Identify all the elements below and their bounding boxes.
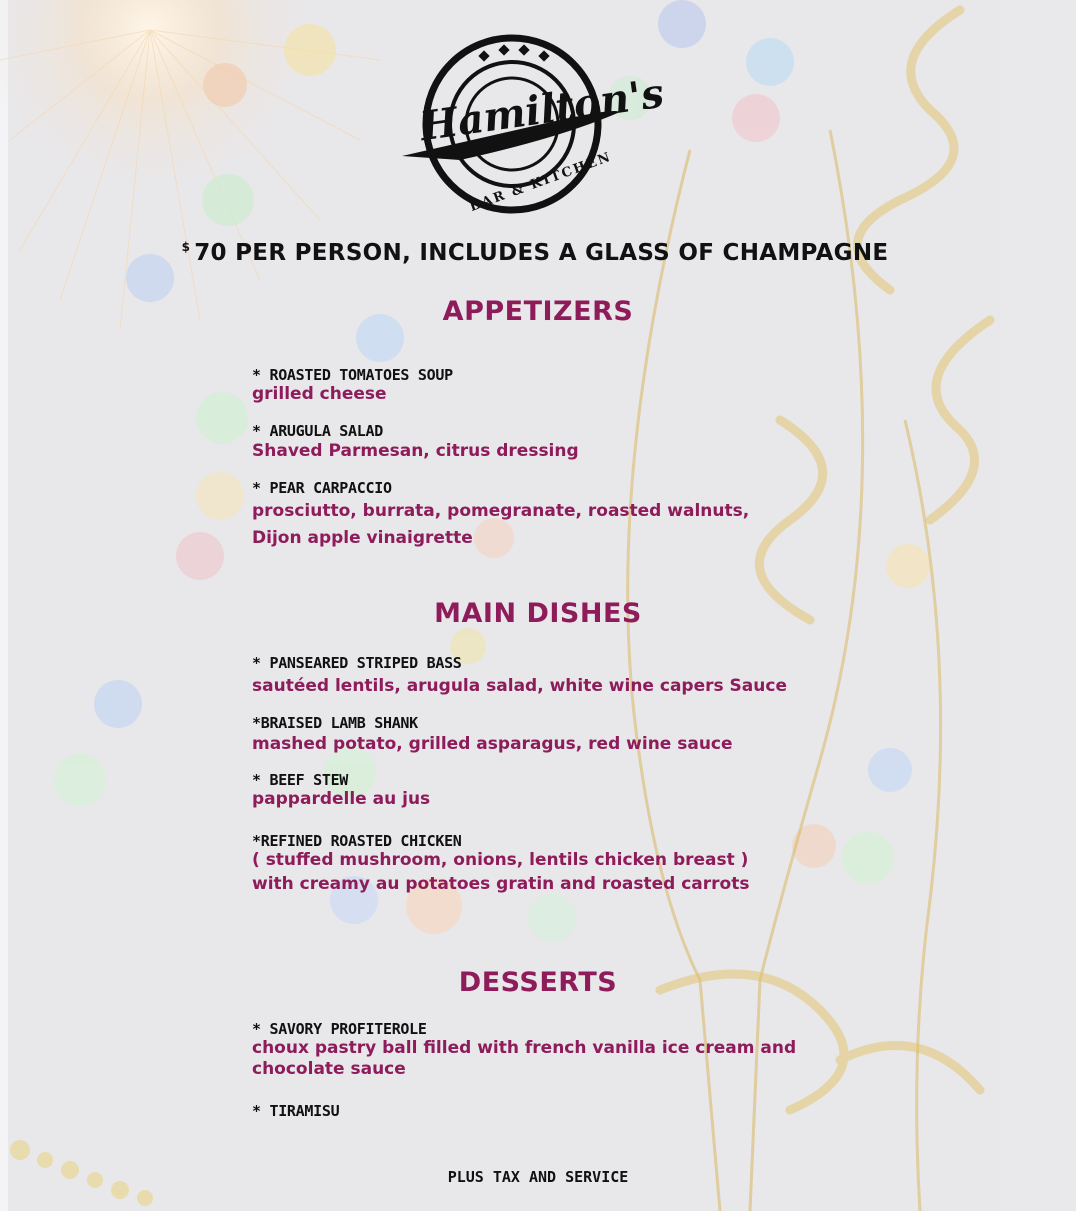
menu-item-desc: grilled cheese	[252, 384, 387, 404]
section-title-desserts: DESSERTS	[458, 967, 618, 998]
menu-item-desc: pappardelle au jus	[252, 789, 431, 809]
menu-item-name: * SAVORY PROFITEROLE	[252, 1020, 427, 1038]
menu-item-name: * BEEF STEW	[252, 771, 349, 789]
menu-item-desc: choux pastry ball filled with french vanilla ice cream and chocolate sauce	[252, 1038, 797, 1079]
hamiltons-logo	[400, 28, 667, 218]
menu-item-desc: sautéed lentils, arugula salad, white wine capers Sauce	[252, 676, 787, 696]
menu-item-name: * TIRAMISU	[252, 1102, 340, 1120]
menu-item-name: * PEAR CARPACCIO	[252, 479, 392, 497]
price-text: 70 PER PERSON, INCLUDES A GLASS OF CHAMPAGNE	[194, 240, 889, 266]
menu-item-name: *REFINED ROASTED CHICKEN	[252, 832, 462, 850]
menu-item-desc: mashed potato, grilled asparagus, red wine sauce	[252, 734, 733, 754]
menu-item-name: * ARUGULA SALAD	[252, 422, 383, 440]
price-line	[0, 240, 1070, 266]
menu-item-desc: Shaved Parmesan, citrus dressing	[252, 441, 579, 461]
menu-item-desc: prosciutto, burrata, pomegranate, roasted walnuts, Dijon apple vinaigrette	[252, 501, 750, 548]
footer-note: PLUS TAX AND SERVICE	[447, 1168, 629, 1186]
menu-item-name: *BRAISED LAMB SHANK	[252, 714, 418, 732]
menu-item-desc: ( stuffed mushroom, onions, lentils chicken breast ) with creamy au potatoes gratin and roasted carrots	[252, 850, 750, 894]
diamond-icon	[478, 44, 549, 61]
logo-tagline-text: BAR & KITCHEN	[467, 149, 614, 216]
menu-item-name: * PANSEARED STRIPED BASS	[252, 654, 462, 672]
menu-item-name: * ROASTED TOMATOES SOUP	[252, 366, 453, 384]
currency-symbol: $	[181, 240, 191, 254]
section-title-appetizers: APPETIZERS	[442, 296, 634, 327]
logo-brand-text: Hamilton's	[417, 69, 667, 151]
section-title-main-dishes: MAIN DISHES	[434, 598, 642, 629]
